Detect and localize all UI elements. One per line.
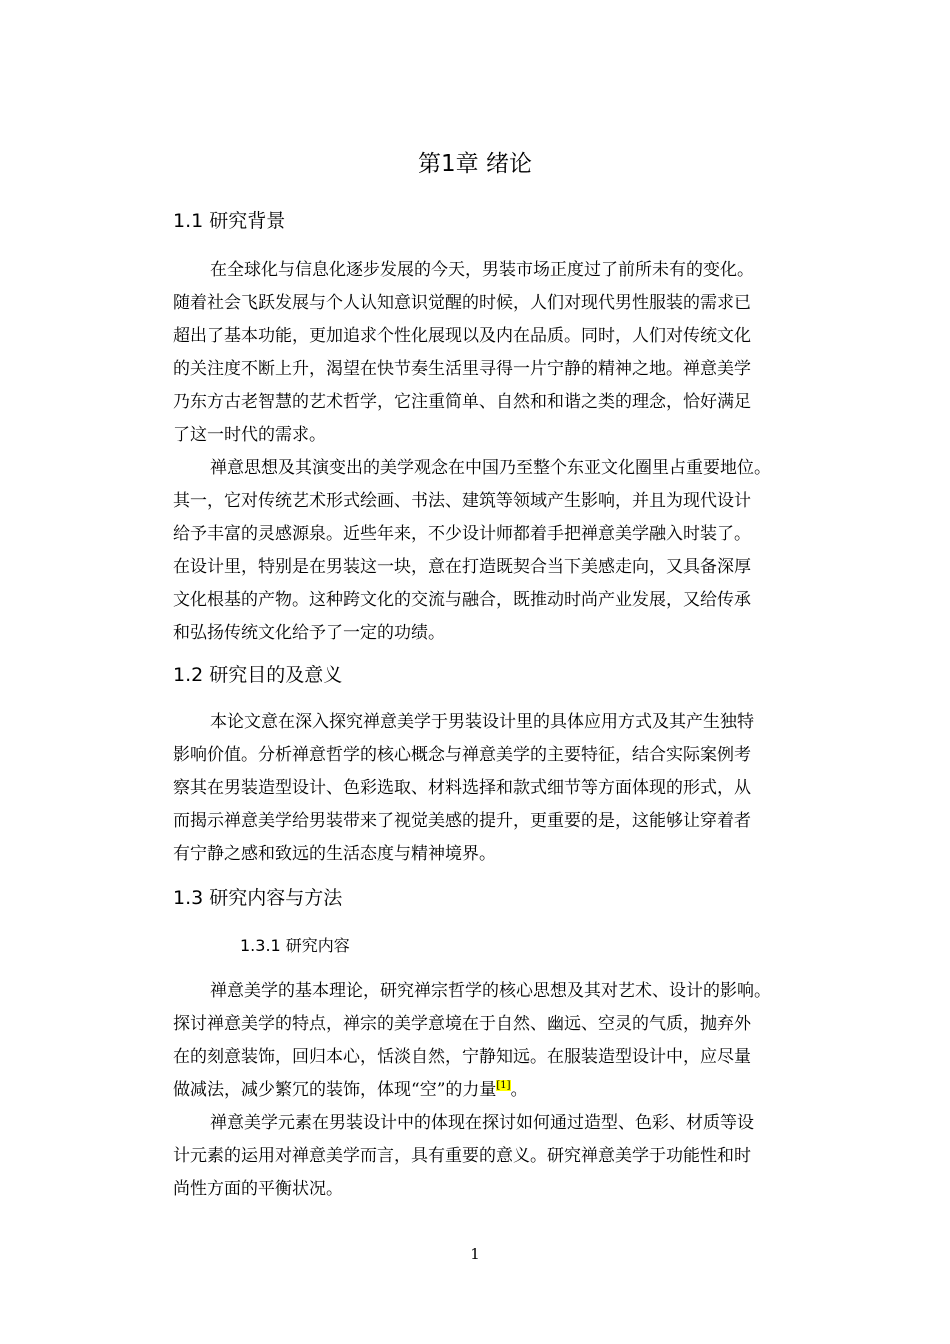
text-line: 禅意美学的基本理论，研究禅宗哲学的核心思想及其对艺术、设计的影响。 bbox=[210, 981, 771, 1001]
text-line: 其一，它对传统艺术形式绘画、书法、建筑等领域产生影响，并且为现代设计 bbox=[173, 491, 751, 511]
text-line: 而揭示禅意美学给男装带来了视觉美感的提升，更重要的是，这能够让穿着者 bbox=[173, 811, 751, 831]
text-line: 在的刻意装饰，回归本心，恬淡自然，宁静知远。在服装造型设计中，应尽量 bbox=[173, 1047, 751, 1067]
text-line: 乃东方古老智慧的艺术哲学，它注重简单、自然和和谐之类的理念，恰好满足 bbox=[173, 392, 751, 412]
text-line: 随着社会飞跃发展与个人认知意识觉醒的时候，人们对现代男性服装的需求已 bbox=[173, 293, 751, 313]
text-line: 了这一时代的需求。 bbox=[173, 425, 326, 445]
section-heading-1-1: 1.1 研究背景 bbox=[173, 210, 286, 232]
paragraph-purpose bbox=[173, 706, 843, 871]
text-line bbox=[173, 1074, 843, 1107]
paragraph-background-2 bbox=[173, 452, 843, 650]
text-line: 文化根基的产物。这种跨文化的交流与融合，既推动时尚产业发展，又给传承 bbox=[173, 590, 751, 610]
text-line: 尚性方面的平衡状况。 bbox=[173, 1179, 343, 1199]
paragraph-content-1 bbox=[173, 975, 843, 1107]
text-line: 影响价值。分析禅意哲学的核心概念与禅意美学的主要特征，结合实际案例考 bbox=[173, 745, 751, 765]
section-heading-1-2: 1.2 研究目的及意义 bbox=[173, 664, 343, 686]
text-line: 禅意美学元素在男装设计中的体现在探讨如何通过造型、色彩、材质等设 bbox=[210, 1113, 754, 1133]
text-line: 禅意思想及其演变出的美学观念在中国乃至整个东亚文化圈里占重要地位。 bbox=[210, 458, 771, 478]
text-line: 在设计里，特别是在男装这一块，意在打造既契合当下美感走向，又具备深厚 bbox=[173, 557, 751, 577]
text-line: 超出了基本功能，更加追求个性化展现以及内在品质。同时，人们对传统文化 bbox=[173, 326, 751, 346]
section-heading-1-3: 1.3 研究内容与方法 bbox=[173, 887, 343, 909]
text-line: 探讨禅意美学的特点，禅宗的美学意境在于自然、幽远、空灵的气质，抛弃外 bbox=[173, 1014, 751, 1034]
text-line: 有宁静之感和致远的生活态度与精神境界。 bbox=[173, 844, 496, 864]
sub-heading-1-3-1: 1.3.1 研究内容 bbox=[240, 936, 350, 955]
text-line: 的关注度不断上升，渴望在快节奏生活里寻得一片宁静的精神之地。禅意美学 bbox=[173, 359, 751, 379]
chapter-title: 第1章 绪论 bbox=[418, 151, 532, 177]
text-line: 和弘扬传统文化给予了一定的功绩。 bbox=[173, 623, 445, 643]
paragraph-content-2 bbox=[173, 1107, 843, 1206]
page-number: 1 bbox=[470, 1245, 480, 1263]
paragraph-background-1 bbox=[173, 254, 843, 452]
text-segment: 。 bbox=[510, 1080, 528, 1100]
text-line: 在全球化与信息化逐步发展的今天，男装市场正度过了前所未有的变化。 bbox=[210, 260, 754, 280]
text-line: 本论文意在深入探究禅意美学于男装设计里的具体应用方式及其产生独特 bbox=[210, 712, 754, 732]
text-segment: 做减法，减少繁冗的装饰，体现“空”的力量 bbox=[173, 1080, 497, 1100]
citation-marker[interactable]: [1] bbox=[496, 1080, 511, 1092]
text-line: 给予丰富的灵感源泉。近些年来，不少设计师都着手把禅意美学融入时装了。 bbox=[173, 524, 751, 544]
text-line: 察其在男装造型设计、色彩选取、材料选择和款式细节等方面体现的形式，从 bbox=[173, 778, 751, 798]
text-line: 计元素的运用对禅意美学而言，具有重要的意义。研究禅意美学于功能性和时 bbox=[173, 1146, 751, 1166]
